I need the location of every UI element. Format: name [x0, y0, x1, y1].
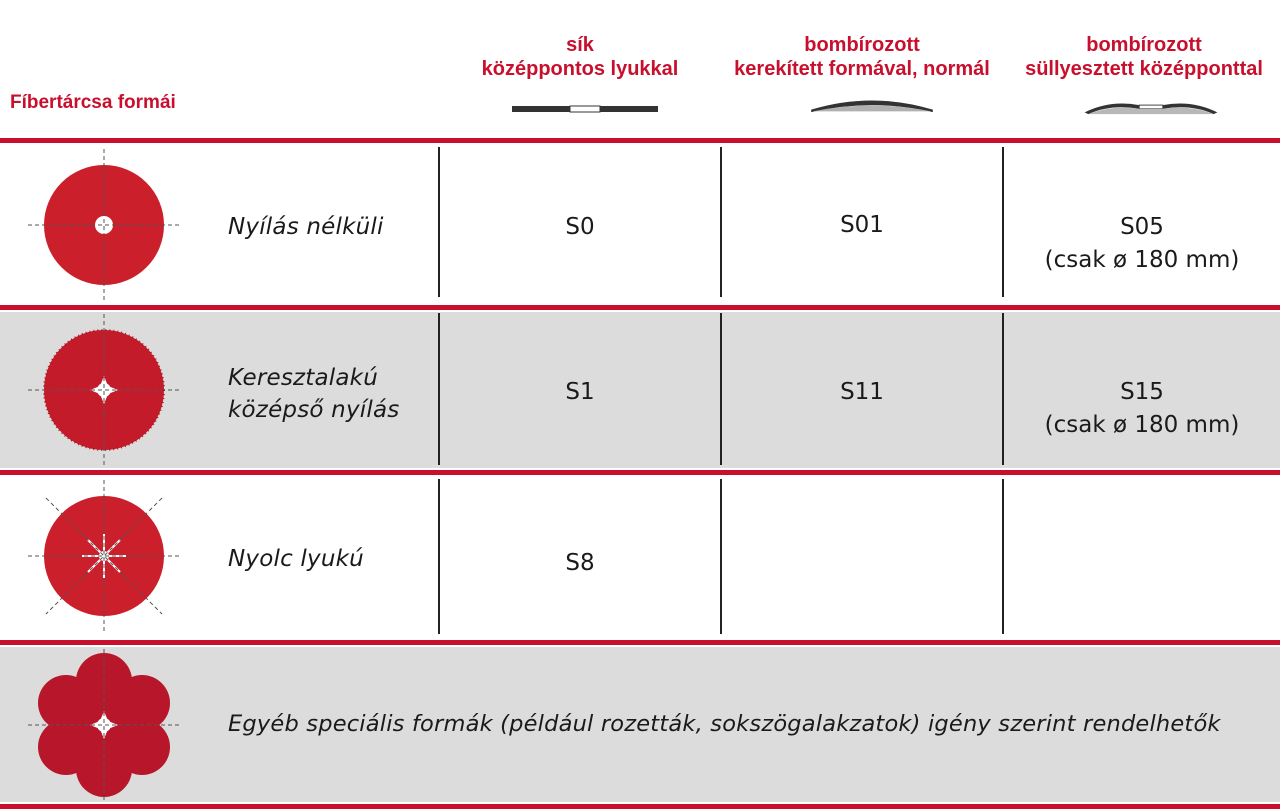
- cell-code: S15: [1120, 379, 1164, 405]
- row-label: Nyílás nélküli: [228, 214, 384, 240]
- row-label: Egyéb speciális formák (például rozetták, sokszögalakzatok) igény szerint rendelhetők: [228, 711, 1221, 737]
- column-header-line1: bombírozott: [804, 34, 920, 56]
- domed-disc-profile-icon: [797, 93, 947, 113]
- column-header-domed: [722, 33, 1002, 81]
- column-header-flat: [440, 33, 720, 81]
- cell-domed: S11: [840, 379, 884, 405]
- depressed-center-profile-icon: [1076, 96, 1226, 116]
- cell-depressed: [1004, 211, 1280, 277]
- separator-line: [0, 640, 1280, 645]
- row-label-line2: középső nyílás: [228, 397, 400, 423]
- cross-hole-disc-icon: [24, 310, 184, 470]
- separator-line: [0, 305, 1280, 310]
- separator-line: [0, 470, 1280, 475]
- row-label: [228, 362, 399, 426]
- cell-note: (csak ø 180 mm): [1044, 247, 1240, 273]
- row-label: Nyolc lyukú: [228, 546, 364, 572]
- cell-flat: S1: [565, 379, 595, 405]
- star-slot-disc-icon: [24, 476, 184, 636]
- separator-line: [0, 804, 1280, 809]
- cell-flat: S8: [565, 550, 595, 576]
- column-header-line2: süllyesztett középponttal: [1025, 58, 1263, 80]
- rosette-disc-icon: [24, 645, 184, 805]
- cell-flat: S0: [565, 214, 595, 240]
- cell-code: S05: [1120, 214, 1164, 240]
- column-header-line1: sík: [566, 34, 594, 56]
- column-header-line1: bombírozott: [1086, 34, 1202, 56]
- flat-disc-profile-icon: [510, 100, 660, 120]
- column-header-depressed: [1004, 33, 1280, 81]
- separator-line: [0, 138, 1280, 143]
- cell-depressed: [1004, 376, 1280, 442]
- row-label-line1: Keresztalakú: [228, 365, 378, 391]
- cell-domed: S01: [840, 212, 884, 238]
- column-header-line2: középpontos lyukkal: [481, 58, 679, 80]
- column-header-line2: kerekített formával, normál: [734, 58, 990, 80]
- column-divider: [720, 479, 722, 634]
- table-title: Fíbertárcsa formái: [10, 92, 176, 113]
- cell-note: (csak ø 180 mm): [1044, 412, 1240, 438]
- round-hole-disc-icon: [24, 145, 184, 305]
- column-divider: [1002, 479, 1004, 634]
